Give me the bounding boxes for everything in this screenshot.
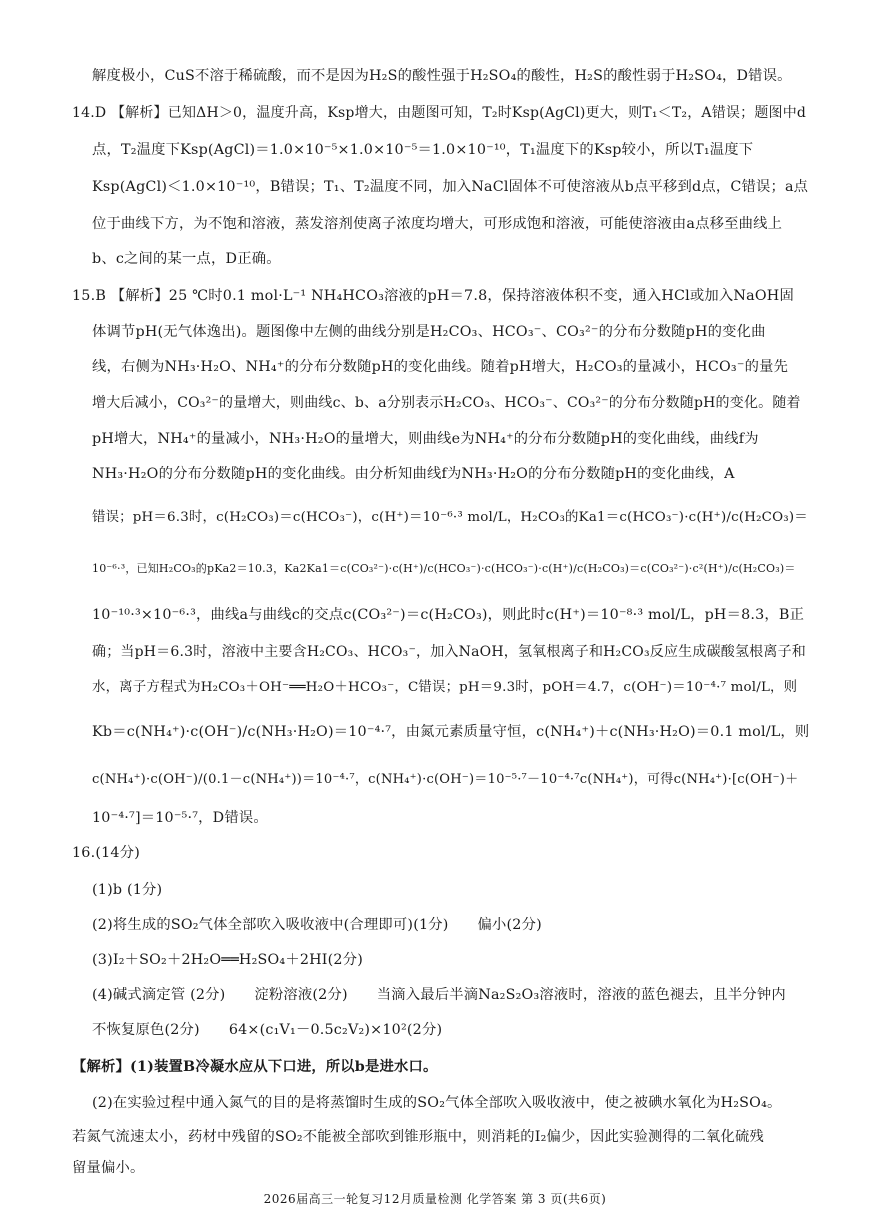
answer-line: (1)b (1分) [92,882,163,898]
analysis-line: 【解析】(1)装置B冷凝水应从下口进，所以b是进水口。 [72,1059,438,1075]
answer-line: (3)I₂＋SO₂＋2H₂O══H₂SO₄＋2HI(2分) [92,952,364,968]
text-line: Ksp(AgCl)＜1.0×10⁻¹⁰，B错误；T₁、T₂温度不同，加入NaCl固体不可使溶液从b点平移到d点，C错误；a点 [92,179,809,195]
text-line: 体调节pH(无气体逸出)。题图像中左侧的曲线分别是H₂CO₃、HCO₃⁻、CO₃²⁻的分布分数随pH的变化曲 [92,324,766,340]
text-line: 解度极小，CuS不溶于稀硫酸，而不是因为H₂S的酸性强于H₂SO₄的酸性，H₂S的酸性弱于H₂SO₄，D错误。 [92,68,792,84]
text-line: 留量偏小。 [72,1160,145,1176]
formula-line: c(NH₄⁺)·c(OH⁻)/(0.1－c(NH₄⁺))＝10⁻⁴·⁷，c(NH₄⁺)·c(OH⁻)＝10⁻⁵·⁷－10⁻⁴·⁷c(NH₄⁺)，可得c(NH₄⁺)·[c(OH⁻)＋ [92,772,799,787]
text-line: 线，右侧为NH₃·H₂O、NH₄⁺的分布分数随pH的变化曲线。随着pH增大，H₂CO₃的量减小，HCO₃⁻的量先 [92,359,789,375]
text-line: b、c之间的某一点，D正确。 [92,251,281,267]
answer-line: 不恢复原色(2分) 64×(c₁V₁－0.5c₂V₂)×10²(2分) [92,1022,443,1038]
text-line: 10⁻¹⁰·³×10⁻⁶·³，曲线a与曲线c的交点c(CO₃²⁻)＝c(H₂CO₃)，则此时c(H⁺)＝10⁻⁸·³ mol/L，pH＝8.3，B正 [92,607,805,623]
page-footer: 2026届高三一轮复习12月质量检测 化学答案 第 3 页(共6页) [263,1192,607,1206]
formula-line: 错误；pH＝6.3时，c(H₂CO₃)＝c(HCO₃⁻)，c(H⁺)＝10⁻⁶·³ mol/L，H₂CO₃的Ka1＝c(HCO₃⁻)·c(H⁺)/c(H₂CO₃)＝ [92,510,808,525]
formula-line: Kb＝c(NH₄⁺)·c(OH⁻)/c(NH₃·H₂O)＝10⁻⁴·⁷，由氮元素质量守恒，c(NH₄⁺)＋c(NH₃·H₂O)＝0.1 mol/L，则 [92,724,810,740]
text-line: 若氮气流速太小，药材中残留的SO₂不能被全部吹到锥形瓶中，则消耗的I₂偏少，因此实验测得的二氧化硫残 [72,1129,764,1145]
text-line: 10⁻⁴·⁷]＝10⁻⁵·⁷，D错误。 [92,810,268,826]
answer-line: (2)将生成的SO₂气体全部吹入吸收液中(合理即可)(1分) 偏小(2分) [92,917,542,933]
text-line: 点，T₂温度下Ksp(AgCl)＝1.0×10⁻⁵×1.0×10⁻⁵＝1.0×10⁻¹⁰，T₁温度下的Ksp较小，所以T₁温度下 [92,142,754,158]
text-line: pH增大，NH₄⁺的量减小，NH₃·H₂O的量增大，则曲线e为NH₄⁺的分布分数随pH的变化曲线，曲线f为 [92,431,759,447]
q14-line: 14.D 【解析】已知ΔH＞0，温度升高，Ksp增大，由题图可知，T₂时Ksp(AgCl)更大，则T₁＜T₂，A错误；题图中d [72,105,807,121]
text-line: 位于曲线下方，为不饱和溶液，蒸发溶剂使离子浓度均增大，可形成饱和溶液，可能使溶液由a点移至曲线上 [92,216,783,232]
q15-line: 15.B 【解析】25 ℃时0.1 mol·L⁻¹ NH₄HCO₃溶液的pH＝7.8，保持溶液体积不变，通入HCl或加入NaOH固 [72,288,794,304]
text-line: 水，离子方程式为H₂CO₃＋OH⁻══H₂O＋HCO₃⁻，C错误；pH＝9.3时，pOH＝4.7，c(OH⁻)＝10⁻⁴·⁷ mol/L，则 [92,680,798,695]
text-line: 确；当pH＝6.3时，溶液中主要含H₂CO₃、HCO₃⁻，加入NaOH，氢氧根离子和H₂CO₃反应生成碳酸氢根离子和 [92,644,806,660]
answer-line: (4)碱式滴定管 (2分) 淀粉溶液(2分) 当滴入最后半滴Na₂S₂O₃溶液时，溶液的蓝色褪去，且半分钟内 [92,987,786,1003]
q16-heading: 16.(14分) [72,845,140,861]
text-line: NH₃·H₂O的分布分数随pH的变化曲线。由分析知曲线f为NH₃·H₂O的分布分数随pH的变化曲线，A [92,466,735,482]
text-line: (2)在实验过程中通入氮气的目的是将蒸馏时生成的SO₂气体全部吹入吸收液中，使之被碘水氧化为H₂SO₄。 [92,1095,782,1111]
formula-line: 10⁻⁶·³，已知H₂CO₃的pKa2＝10.3，Ka2Ka1＝c(CO₃²⁻)·c(H⁺)/c(HCO₃⁻)·c(HCO₃⁻)·c(H⁺)/c(H₂CO₃)＝c(CO₃²⁻)·c²(H⁺)/c(H₂CO₃)＝ [92,562,796,575]
text-line: 增大后减小，CO₃²⁻的量增大，则曲线c、b、a分别表示H₂CO₃、HCO₃⁻、CO₃²⁻的分布分数随pH的变化。随着 [92,395,801,411]
